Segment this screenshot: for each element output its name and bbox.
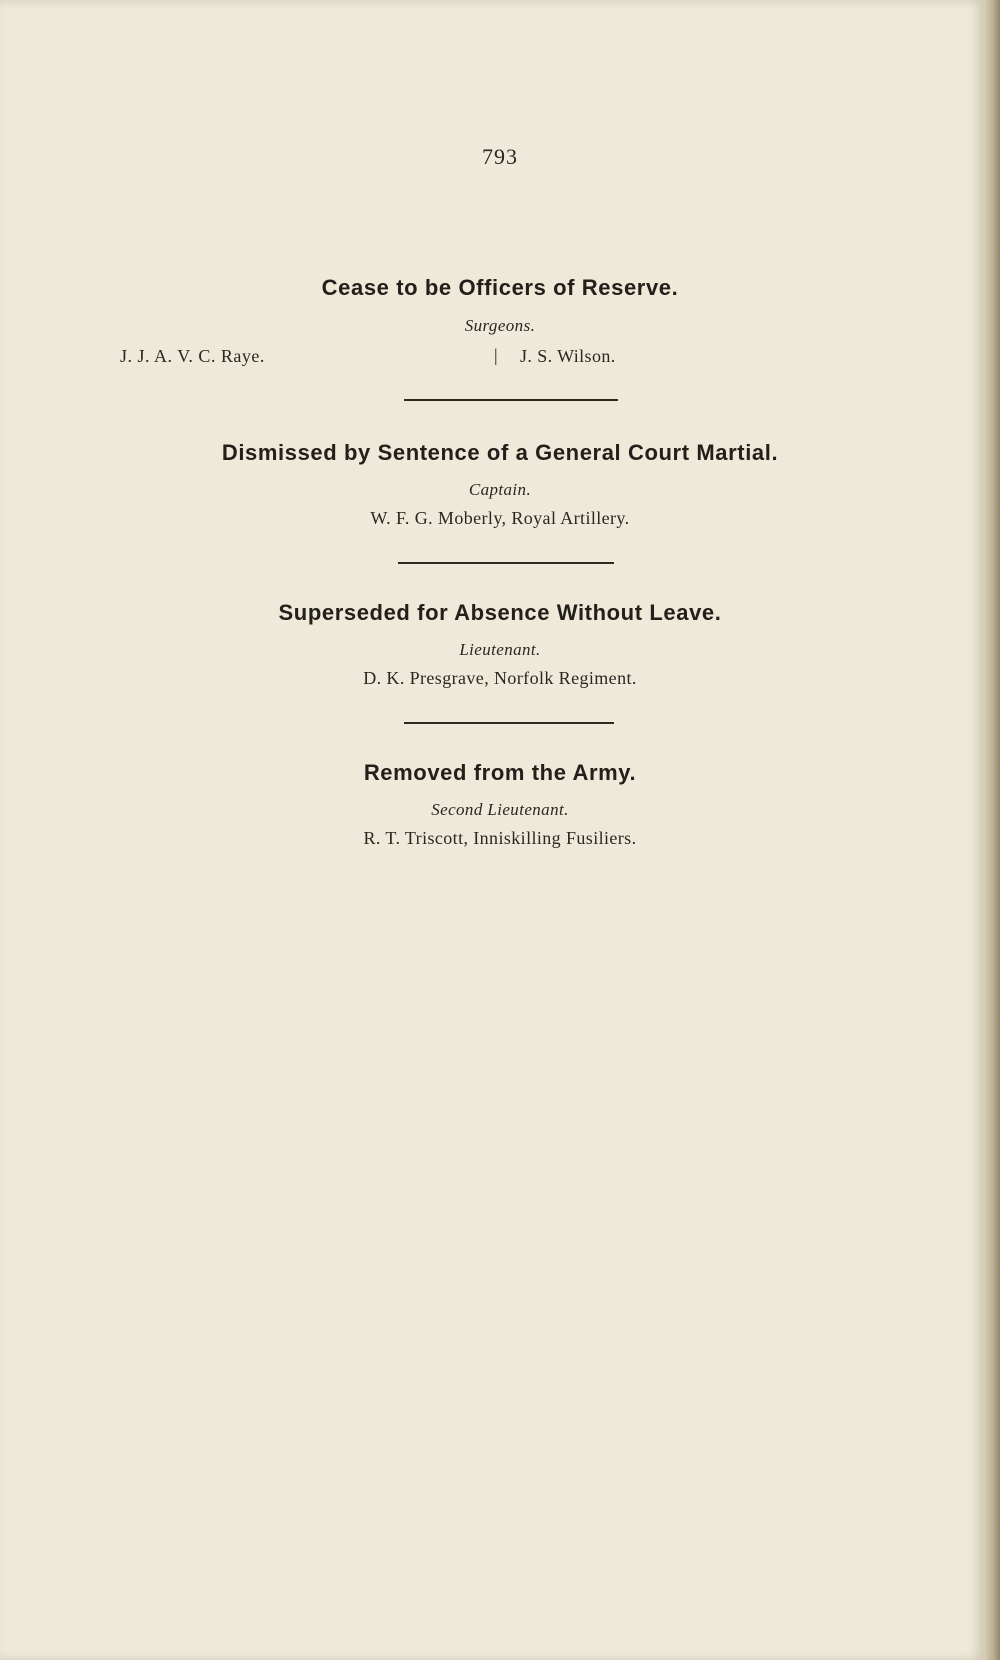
section-heading-removed: Removed from the Army. [363,760,637,785]
column-separator: | [494,345,498,365]
entry-name: J. J. A. V. C. Raye. [120,346,265,366]
section-divider [404,399,618,401]
rank-captain: Captain. [468,480,532,499]
rank-lieutenant: Lieutenant. [459,640,541,659]
page-number: 793 [482,144,518,169]
section-heading-cease-officers: Cease to be Officers of Reserve. [321,275,679,300]
section-heading-dismissed: Dismissed by Sentence of a General Court Martial. [221,440,779,465]
entry-name: J. S. Wilson. [520,346,616,366]
entry-name: R. T. Triscott, Inniskilling Fusiliers. [363,828,637,848]
entry-name: D. K. Presgrave, Norfolk Regiment. [363,668,637,688]
section-divider [398,562,614,564]
section-divider [404,722,614,724]
rank-second-lieutenant: Second Lieutenant. [431,800,569,819]
section-heading-superseded: Superseded for Absence Without Leave. [278,600,722,625]
entry-name: W. F. G. Moberly, Royal Artillery. [370,508,630,528]
rank-surgeons: Surgeons. [464,316,536,335]
